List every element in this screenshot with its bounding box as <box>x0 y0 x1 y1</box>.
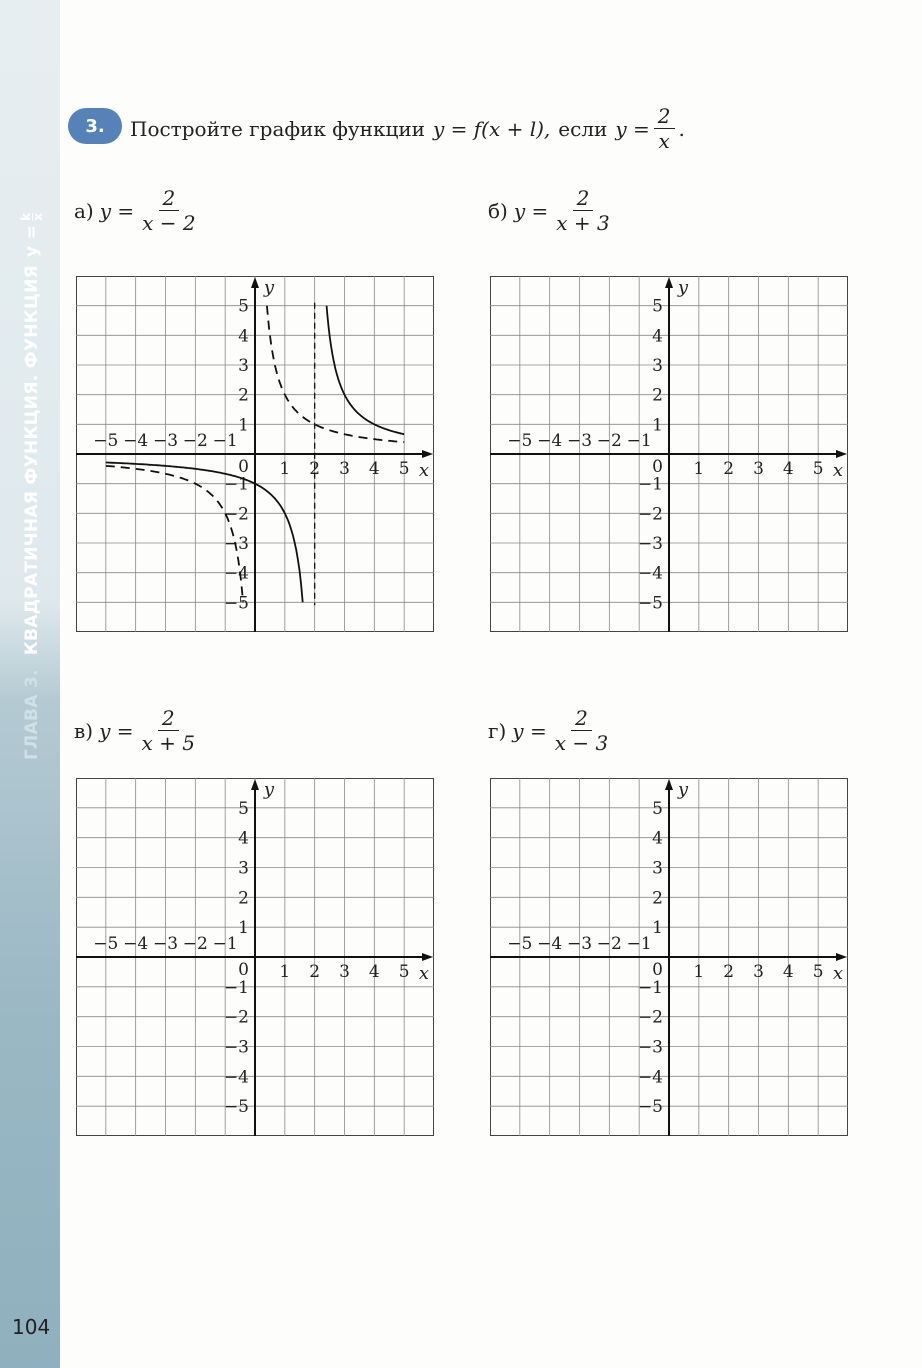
coordinate-grid-c <box>76 778 434 1136</box>
subtask-lhs: y = <box>512 718 547 743</box>
x-tick-label: 5 <box>398 459 410 479</box>
y-tick-label: 2 <box>238 888 249 909</box>
subtask-letter: а) <box>74 198 94 223</box>
subtask-den: x + 3 <box>556 211 610 235</box>
subtask-letter: б) <box>488 198 508 223</box>
x-tick-label: 2 <box>723 962 735 982</box>
y-tick-label: −2 <box>637 504 663 525</box>
y-tick-label: −2 <box>223 1007 249 1028</box>
y-tick-label: −4 <box>223 1067 249 1088</box>
curve-2-over-x-dashed <box>106 466 243 602</box>
subtask-lhs: y = <box>513 198 549 223</box>
x-tick-label: 1 <box>693 962 705 982</box>
subtask-fraction <box>138 186 199 235</box>
x-tick-label: 3 <box>339 459 350 479</box>
x-tick-label: 3 <box>753 962 764 982</box>
page-number: 104 <box>12 1315 51 1339</box>
x-tick-label: −5 <box>507 431 533 451</box>
y-tick-label: −4 <box>223 563 249 584</box>
y-tick-label: 4 <box>238 828 249 849</box>
y-tick-label: −3 <box>223 1037 249 1058</box>
x-axis-arrow <box>422 450 433 458</box>
y-tick-label: 4 <box>652 828 663 849</box>
x-tick-label: 1 <box>279 962 291 982</box>
y-tick-label: −1 <box>637 474 663 495</box>
task-fraction <box>654 104 675 153</box>
x-tick-label: 1 <box>693 459 705 479</box>
x-tick-label: −4 <box>123 431 149 451</box>
x-tick-label: 2 <box>723 459 735 479</box>
x-axis-label: x <box>832 460 844 481</box>
y-tick-label: −4 <box>637 563 663 584</box>
task-lhs: y = <box>615 116 650 141</box>
y-tick-label: −5 <box>637 593 663 614</box>
x-tick-label: 4 <box>782 459 794 479</box>
sidebar <box>0 0 60 1368</box>
y-axis-label: y <box>263 277 275 298</box>
origin-label: 0 <box>238 457 249 477</box>
y-tick-label: 1 <box>652 415 663 436</box>
y-tick-label: 5 <box>238 798 249 819</box>
x-tick-label: 5 <box>812 962 824 982</box>
x-axis-arrow <box>422 953 433 961</box>
y-tick-label: 5 <box>238 296 249 317</box>
x-tick-label: 4 <box>368 962 380 982</box>
y-tick-label: 3 <box>238 356 249 376</box>
x-tick-label: −2 <box>182 934 208 954</box>
subtask-num: 2 <box>571 706 592 731</box>
y-tick-label: 1 <box>652 918 663 939</box>
subtask-num: 2 <box>158 706 179 731</box>
coordinate-grid-b <box>490 276 848 632</box>
origin-label: 0 <box>652 960 663 980</box>
y-tick-label: 5 <box>652 296 663 317</box>
subtask-letter: в) <box>74 718 94 743</box>
x-tick-label: −1 <box>626 934 652 954</box>
subtask-den: x − 2 <box>142 211 196 235</box>
chapter-title <box>18 140 46 760</box>
y-tick-label: −2 <box>223 504 249 525</box>
y-tick-label: −4 <box>637 1067 663 1088</box>
y-tick-label: 1 <box>238 415 249 436</box>
x-tick-label: −1 <box>212 934 238 954</box>
chapter-func-lhs: y = <box>22 224 42 258</box>
x-tick-label: 4 <box>782 962 794 982</box>
coordinate-grid-d <box>490 778 848 1136</box>
x-tick-label: −2 <box>596 934 622 954</box>
origin-label: 0 <box>652 457 663 477</box>
y-axis-arrow <box>251 277 259 288</box>
subtask-den: x − 3 <box>554 731 609 755</box>
origin-label: 0 <box>238 960 249 980</box>
y-tick-label: −1 <box>637 977 663 998</box>
y-tick-label: 4 <box>652 326 663 347</box>
chapter-func-fraction <box>18 212 45 221</box>
subtask-lhs: y = <box>99 718 134 743</box>
subtask-d-label <box>488 706 616 755</box>
y-tick-label: −3 <box>637 1037 663 1058</box>
y-tick-label: −3 <box>223 534 249 554</box>
y-tick-label: 2 <box>652 385 663 406</box>
x-tick-label: −3 <box>566 934 593 954</box>
subtask-num: 2 <box>573 186 594 211</box>
x-tick-label: 1 <box>279 459 291 479</box>
task-frac-den: x <box>658 129 670 153</box>
x-tick-label: 3 <box>339 962 350 982</box>
grid-panel-b <box>490 276 848 632</box>
x-tick-label: 4 <box>368 459 380 479</box>
task-number-badge: 3. <box>68 108 122 144</box>
x-tick-label: −3 <box>152 431 179 451</box>
chapter-name: КВАДРАТИЧНАЯ ФУНКЦИЯ. ФУНКЦИЯ <box>22 265 42 656</box>
x-tick-label: 5 <box>398 962 410 982</box>
y-axis-arrow <box>251 779 259 790</box>
x-tick-label: −4 <box>537 934 563 954</box>
x-axis-label: x <box>418 460 430 481</box>
y-axis-label: y <box>263 779 275 800</box>
subtask-fraction <box>551 706 612 755</box>
subtask-c-label <box>74 706 203 755</box>
subtask-b-label <box>488 186 618 235</box>
subtask-num: 2 <box>159 186 180 211</box>
task-end: . <box>678 116 685 141</box>
x-tick-label: 2 <box>309 459 321 479</box>
y-tick-label: 2 <box>238 385 249 406</box>
subtask-letter: г) <box>488 718 507 743</box>
y-tick-label: 4 <box>238 326 249 347</box>
x-tick-label: 3 <box>753 459 764 479</box>
chapter-func-den: x <box>30 212 45 221</box>
y-tick-label: 5 <box>652 798 663 819</box>
y-tick-label: 1 <box>238 918 249 939</box>
y-tick-label: −5 <box>637 1097 663 1118</box>
x-axis-label: x <box>418 963 430 984</box>
task-text-before: Постройте график функции <box>130 116 425 141</box>
y-tick-label: −1 <box>223 474 249 495</box>
chapter-func <box>18 213 46 257</box>
curve-2-over-x-dashed <box>267 306 404 442</box>
x-tick-label: −1 <box>626 431 652 451</box>
x-tick-label: −2 <box>596 431 622 451</box>
x-tick-label: −5 <box>93 934 119 954</box>
y-tick-label: 3 <box>238 858 249 879</box>
task-expression: y = f(x + l), <box>433 116 551 141</box>
y-axis-arrow <box>665 779 673 790</box>
y-axis-label: y <box>677 277 689 298</box>
task-frac-num: 2 <box>654 104 675 129</box>
x-tick-label: 5 <box>812 459 824 479</box>
y-tick-label: −1 <box>223 977 249 998</box>
subtask-fraction <box>137 706 198 755</box>
x-tick-label: −1 <box>212 431 238 451</box>
coordinate-grid-a <box>76 276 434 632</box>
grid-panel-c <box>76 778 434 1136</box>
subtask-lhs: y = <box>99 198 135 223</box>
y-tick-label: 2 <box>652 888 663 909</box>
x-tick-label: −3 <box>566 431 593 451</box>
subtask-den: x + 5 <box>141 731 195 755</box>
grid-panel-d <box>490 778 848 1136</box>
x-tick-label: −5 <box>93 431 119 451</box>
y-tick-label: −2 <box>637 1007 663 1028</box>
y-axis-arrow <box>665 277 673 288</box>
y-tick-label: −3 <box>637 534 663 554</box>
task-statement <box>130 104 685 153</box>
chapter-func-num: k <box>18 212 33 221</box>
subtask-a-label <box>74 186 204 235</box>
x-axis-arrow <box>836 953 847 961</box>
x-tick-label: −2 <box>182 431 208 451</box>
grid-panel-a <box>76 276 434 632</box>
chapter-label: ГЛАВА 3. <box>22 669 42 760</box>
y-axis-label: y <box>677 779 689 800</box>
y-tick-label: −5 <box>223 593 249 614</box>
x-axis-label: x <box>832 963 844 984</box>
x-tick-label: −4 <box>537 431 563 451</box>
y-tick-label: 3 <box>652 858 663 879</box>
x-tick-label: 2 <box>309 962 321 982</box>
task-text-if: если <box>558 116 608 141</box>
x-tick-label: −4 <box>123 934 149 954</box>
x-axis-arrow <box>836 450 847 458</box>
y-tick-label: −5 <box>223 1097 249 1118</box>
subtask-fraction <box>552 186 613 235</box>
curve-shifted-solid <box>327 306 405 435</box>
x-tick-label: −5 <box>507 934 533 954</box>
y-tick-label: 3 <box>652 356 663 376</box>
x-tick-label: −3 <box>152 934 179 954</box>
